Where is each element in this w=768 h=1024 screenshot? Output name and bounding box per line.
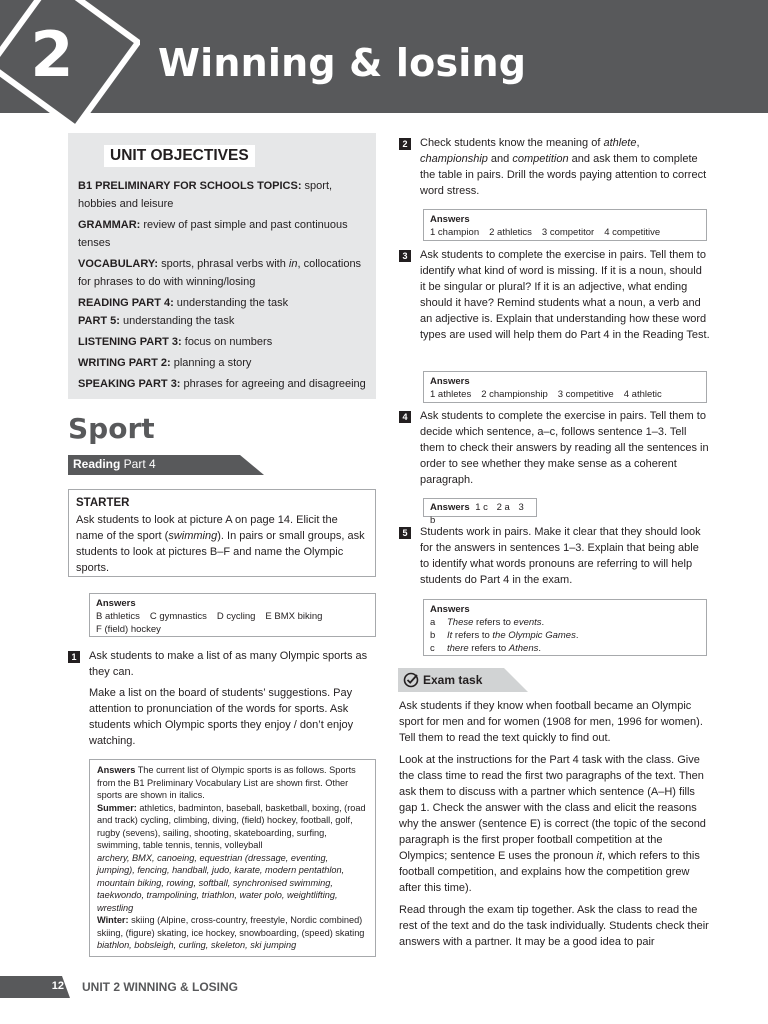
unit-objectives-box [68,133,376,399]
unit-objectives-list [78,177,368,396]
answers-row: a These refers to events. [430,617,545,628]
answers-title: Answers [430,376,470,387]
objective-item: PART 5: understanding the task [78,315,235,327]
answers-content: 1 champion 2 athletics 3 competitor 4 competitive [430,227,661,238]
exam-task-label: Exam task [423,673,483,687]
answers-title: Answers [430,604,470,615]
starter-box [68,489,376,577]
answers-box-starter [89,593,376,637]
task-number-4: 4 [399,411,411,423]
olympic-intro: Answers The current list of Olympic sports is as follows. Sports from the B1 Preliminary Vocabulary List are shown first. Other sports are shown in italics. [97,765,356,800]
objective-item: LISTENING PART 3: focus on numbers [78,336,273,348]
unit-title: Winning & losing [158,41,527,85]
footer-page-badge [0,976,70,998]
task-3-text: Ask students to complete the exercise in pairs. Tell them to identify what kind of word is missing. If it is a noun, should it be singular or plural? If it is an adjective, what ending should it have? Remind students what a noun, a verb and an adjective is. Explain that understanding how these word types are used will help them do Part 4 in the Reading Test. [420,249,710,341]
answers-box-olympic-sports [89,759,376,957]
answers-box-4: Answers 1 c 2 a 3 b [423,498,537,517]
starter-text: Ask students to look at picture A on page 14. Elicit the name of the sport (swimming). In pairs or small groups, ask students to look at pictures B–F and name the Olympic sports. [76,514,365,574]
task-number-2: 2 [399,138,411,150]
unit-badge [0,0,140,142]
unit-number: 2 [30,18,74,91]
task-number-5: 5 [399,527,411,539]
answers-content: 1 athletes 2 championship 3 competitive 4 athletic [430,389,662,400]
answers-box-2 [423,209,707,241]
task-number-3: 3 [399,250,411,262]
task-1-text: Ask students to make a list of as many Olympic sports as they can. Make a list on the board of students’ suggestions. Pay attention to pronunciation of the words for sports. Ask students which Olympic sports they enjoy / don’t enjoy watching. [89,650,368,747]
answers-box-3 [423,371,707,403]
answers-row: c there refers to Athens. [430,643,541,654]
page-number: 12 [51,980,64,992]
objective-item: READING PART 4: understanding the task [78,297,289,309]
reading-tab-label: Reading Part 4 [73,457,156,471]
exam-task-text: Ask students if they know when football became an Olympic sport for men and for women (1908 for men, 1996 for women). Tell them to read the text quickly to find out. Look at the instructions for the Part 4 task with the class. Give the class time to read the first two paragraphs of the text. Then ask them to discuss with a partner which sentence (A–H) fills gap 1. Check the answer with the class and elicit the reasons why the answer (sentence E) is correct (the topic of the second paragraph is the first proper football competition at the Olympics; sentence E uses the pronoun it, which refers to this football competition, and explains how the competition grew after this time). Read through the exam tip together. Ask the class to read the rest of the text and do the task individually. Students check their answers with a partner. It may be a good idea to pair [399,700,709,948]
starter-title: STARTER [76,497,130,509]
objective-item: GRAMMAR: review of past simple and past continuous tenses [78,219,348,249]
olympic-summer-other: archery, BMX, canoeing, equestrian (dressage, eventing, jumping), fencing, handball, judo, karate, modern pentathlon, mountain biking, rowing, softball, synchronised swimming, taekwondo, trampolining, triathlon, water polo, weightlifting, wrestling [97,852,345,913]
task-4-text: Ask students to complete the exercise in pairs. Tell them to decide which sentence, a–c, follows sentence 1–3. Tell them to check their answers by reading all the sentences in order to see whether they make sense as a coherent paragraph. [420,410,709,486]
objective-item: WRITING PART 2: planning a story [78,357,252,369]
task-5-text: Students work in pairs. Make it clear that they should look for the answers in sentences 1–3. Explain that being able to identify what words pronouns are referring to will help students do Part 4 in the exam. [420,526,701,586]
olympic-winter: Winter: skiing (Alpine, cross-country, freestyle, Nordic combined) skiing, (figure) skating, ice hockey, snowboarding, (speed) skating [97,915,365,938]
check-circle-icon [403,672,419,688]
exam-task-tab [398,668,528,692]
answers-title: Answers [430,502,470,513]
olympic-summer: Summer: athletics, badminton, baseball, basketball, boxing, (road and track) cycling, climbing, diving, (field) hockey, football, golf, rugby (sevens), sailing, shooting, skateboarding, surfing, swimming, table tennis, tennis, volleyball [97,802,366,850]
answers-title: Answers [430,214,470,225]
task-2-text: Check students know the meaning of athlete, championship and competition and ask them to complete the table in pairs. Drill the words paying attention to correct word stress. [420,137,707,197]
answers-title: Answers [96,598,136,609]
footer-title: UNIT 2 WINNING & LOSING [82,980,238,994]
section-heading-sport: Sport [68,412,155,445]
objective-item: B1 PRELIMINARY FOR SCHOOLS TOPICS: sport, hobbies and leisure [78,180,333,210]
answers-box-5 [423,599,707,656]
answers-content: B athletics C gymnastics D cycling E BMX biking F (field) hockey [96,611,323,635]
objective-item: SPEAKING PART 3: phrases for agreeing and disagreeing [78,378,366,390]
objective-item: VOCABULARY: sports, phrasal verbs with in, collocations for phrases to do with winning/losing [78,258,362,288]
task-number-1: 1 [68,651,80,663]
answers-row: b It refers to the Olympic Games. [430,630,579,641]
olympic-winter-other: biathlon, bobsleigh, curling, skeleton, ski jumping [97,940,297,950]
unit-objectives-title: UNIT OBJECTIVES [104,145,255,167]
reading-part-tab [68,455,264,475]
